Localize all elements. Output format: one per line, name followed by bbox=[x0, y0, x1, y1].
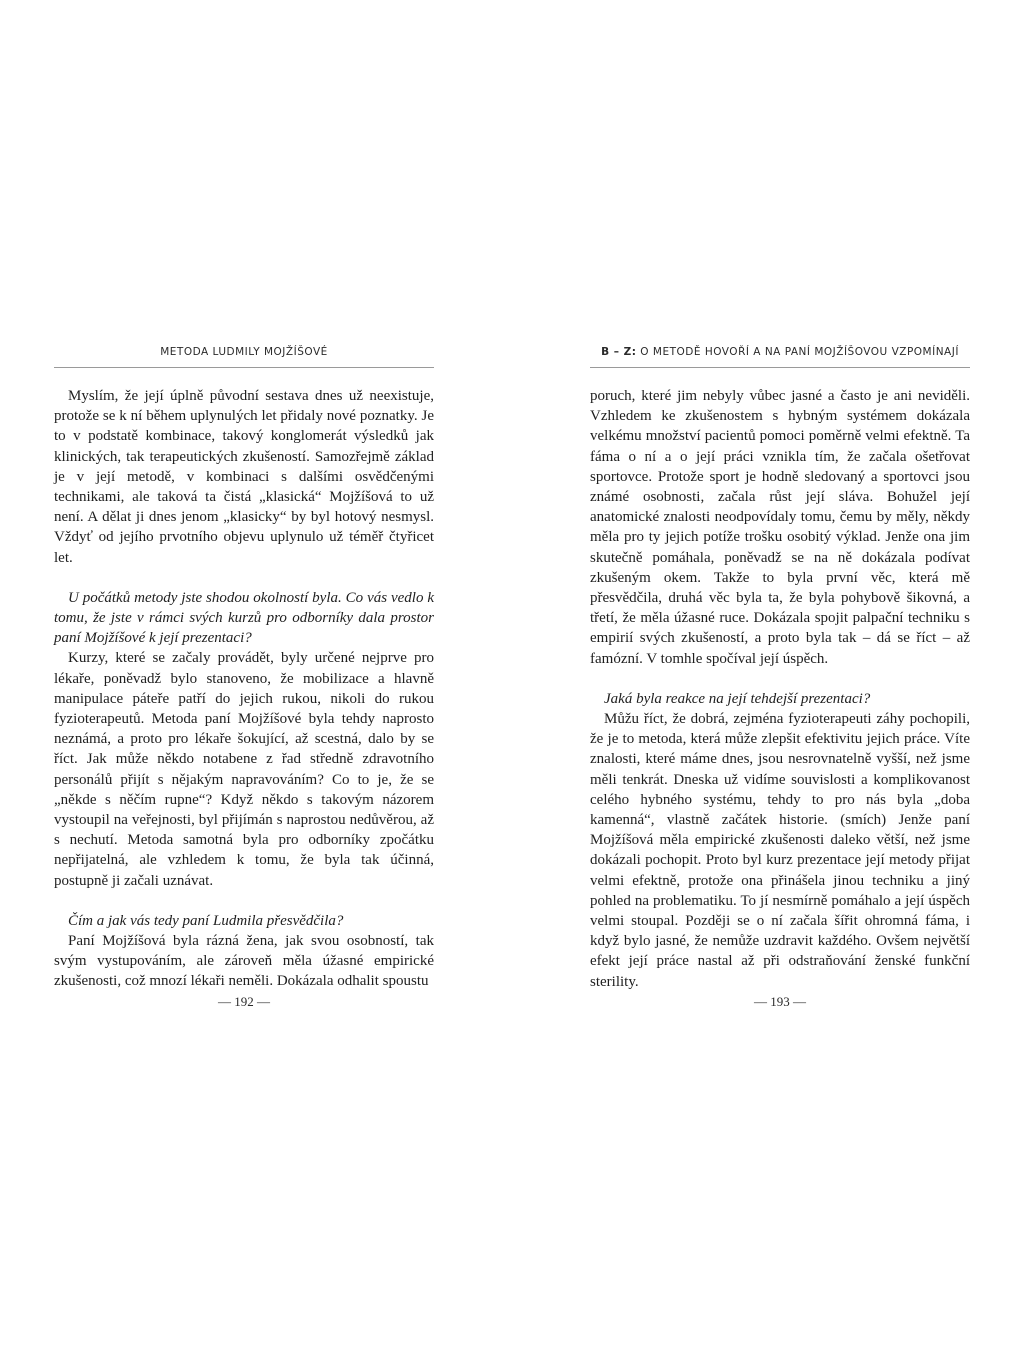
running-head-left-text: METODA LUDMILY MOJŽÍŠOVÉ bbox=[160, 346, 328, 358]
right-page-body bbox=[590, 386, 970, 992]
paragraph: Myslím, že její úplně původní sestava dnes už neexistuje, protože se k ní během uplynulých let přidaly nové poznatky. Je to v podstatě kombinace, takový konglomerát výsledků jak klinických, tak terapeutických zkušeností. Samozřejmě základ je v její metodě, v kombinaci s dalšími osvědčenými technikami, ale taková ta čistá „klasická“ Mojžíšová to už není. A dělat ji dnes jenom „klasicky“ by byl hotový nesmysl. Vždyť od jejího prvotního objevu uplynulo už téměř čtyřicet let. bbox=[54, 388, 434, 566]
page-number-right: — 193 — bbox=[754, 994, 806, 1009]
paragraph: Můžu říct, že dobrá, zejména fyzioterapeuti záhy pochopili, že je to metoda, která může zlepšit efektivitu jejich práce. Víte znalosti, které máme dnes, jsou nesrovnatelně vyšší, než jsme měli tenkrát. Dneska už vidíme souvislosti a komplikovanost celého hybného systému, tehdy to pro nás byla „doba kamenná“, vlastně začátek historie. (smích) Jenže paní Mojžíšová měla empirické zkušenosti daleko větší, než jsme dokázali pochopit. Proto byl kurz prezentace její metody přijat velmi efektně, protože ona přinášela jinou techniku a jiný pohled na problematiku. To jí nesmírně pomáhalo a její úspěch velmi stoupal. Později se o ní začala šířit ohromná fáma, i když bylo jasné, že nemůže uzdravit každého. Ovšem největší efekt její práce nastal až při odstraňování ženské funkční sterility. bbox=[590, 711, 970, 990]
running-head-right bbox=[590, 346, 970, 364]
left-page-body bbox=[54, 386, 434, 992]
interview-question: U počátků metody jste shodou okolností byla. Co vás vedlo k tomu, že jste v rámci svých kurzů pro odborníky dala prostor paní Mojžíšové k její prezentaci? bbox=[54, 589, 434, 647]
interview-question: Jaká byla reakce na její tehdejší prezentaci? bbox=[604, 690, 871, 707]
paragraph: Paní Mojžíšová byla rázná žena, jak svou osobností, tak svým vystupováním, ale zároveň měla úžasné empirické zkušenosti, což mnozí lékaři neměli. Dokázala odhalit spoustu bbox=[54, 933, 434, 990]
page-number-left: — 192 — bbox=[218, 994, 270, 1009]
paragraph: poruch, které jim nebyly vůbec jasné a často je ani neviděli. Vzhledem ke zkušenostem s hybným systémem dokázala velkému množství pacientů pomoci poměrně velmi efektně. Ta fáma o ní a o její práci vznikla tím, že začala ošetřovat sportovce. Protože sport je hodně sledovaný a sportovci jsou známé osobnosti, začala růst její sláva. Bohužel její anatomické znalosti neodpovídaly tomu, čemu by měly, někdy měla pro ty jejich potíže trošku osobitý výklad. Jenže ona jim skutečně pomáhala, poněvadž se na ně dokázala podívat zkušeným okem. Takže to byla první věc, která mě přesvědčila, druhá věc byla ta, že byla pohybově šikovná, a třetí, že měla úžasné ruce. Dokázala spojit palpační techniku s empirií svých zkušeností, a proto byla tak – dá se říct – až famózní. V tomhle spočíval její úspěch. bbox=[590, 388, 970, 667]
running-head-left bbox=[54, 346, 434, 364]
paragraph: Kurzy, které se začaly provádět, byly určené nejprve pro lékaře, poněvadž bylo stanoveno, že mobilizace a hlavně manipulace páteře patří do jejich rukou, nikoli do rukou fyzioterapeutů. Metoda paní Mojžíšové byla tehdy naprosto neznámá, a proto pro lékaře šokující, až scestná, dalo by se říct. Jak může někdo notabene z řad středně zdravotního personálů přijít s nějakým napravováním? Co to je, že se „někde s něčím rupne“? Když někdo s takovým názorem vystoupil na veřejnosti, byl přijímán s naprostou nedůvěrou, až s nechutí. Metoda samotná byla pro odborníky zpočátku nepřijatelná, ale vzhledem k tomu, že byla tak účinná, postupně ji začali uznávat. bbox=[54, 650, 434, 889]
running-head-right-prefix: B – Z: bbox=[601, 346, 637, 358]
running-head-right-text: O METODĚ HOVOŘÍ A NA PANÍ MOJŽÍŠOVOU VZPOMÍNAJÍ bbox=[640, 346, 959, 358]
header-rule-left bbox=[54, 367, 434, 368]
interview-question: Čím a jak vás tedy paní Ludmila přesvědčila? bbox=[68, 912, 344, 929]
header-rule-right bbox=[590, 367, 970, 368]
